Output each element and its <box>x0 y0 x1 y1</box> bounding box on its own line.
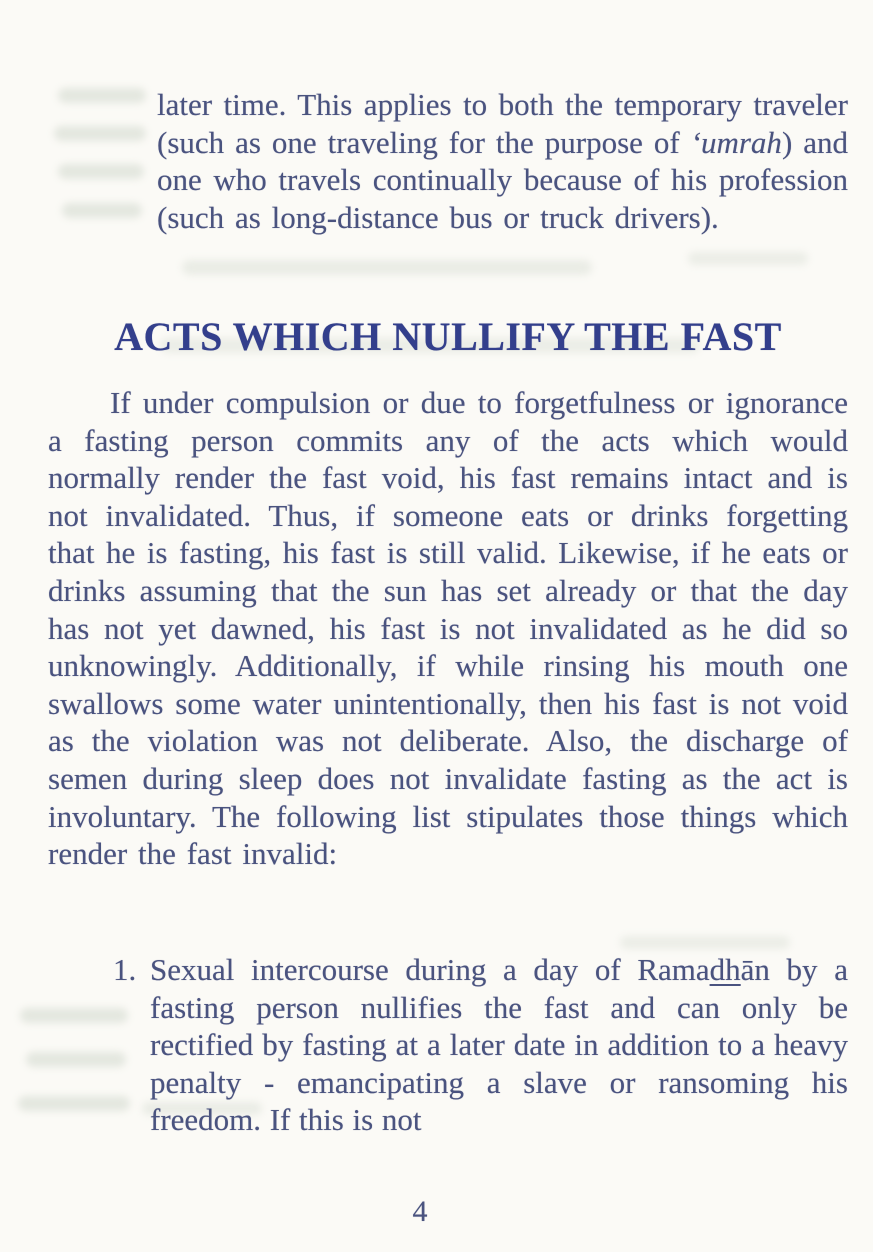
bleedthrough-ghost-text <box>58 88 146 103</box>
bleedthrough-ghost-text <box>54 126 146 141</box>
bleedthrough-ghost-text <box>620 936 790 949</box>
body-paragraph: If under compulsion or due to forgetfulness or ignorance a fasting person commits any of the acts which would normally render the fast void, his fast remains intact and is not invalidated. Thus, if someone eats or drinks forgetting that he is fasting, his fast is still valid. Likewise, if he eats or drinks assuming that the sun has set already or that the day has not yet dawned, his fast is not invalidated as he did so unknowingly. Additionally, if while rinsing his mouth one swallows some water unintentionally, then his fast is not void as the violation was not deliberate. Also, the discharge of semen during sleep does not invalidate fasting as the act is involuntary. The following list stipulates those things which render the fast invalid: <box>48 385 848 872</box>
page-number: 4 <box>412 1195 428 1228</box>
list-item-text-part: Sexual intercourse during a day of Rama <box>150 952 710 987</box>
section-heading: ACTS WHICH NULLIFY THE FAST <box>114 313 782 359</box>
bleedthrough-ghost-text <box>62 203 142 218</box>
bleedthrough-ghost-text <box>26 1052 126 1067</box>
bleedthrough-ghost-text <box>688 252 808 265</box>
bleedthrough-ghost-text <box>182 260 592 275</box>
list-item-text-part: ān by a fasting person nullifies the fast and can only be rectified by fasting at a later date in addition to a heavy penalty - emancipating a slave or ransoming his freedom. If this is not <box>150 952 848 1138</box>
italic-term-umrah: ‘umrah <box>690 124 782 160</box>
bleedthrough-ghost-text <box>20 1008 128 1023</box>
intro-paragraph-text-cont: ) and one who travels continually because of his profession (such as long-distance bus or truck drivers). <box>157 124 848 235</box>
list-item-text <box>150 951 848 1139</box>
intro-paragraph <box>157 86 848 236</box>
intro-paragraph-text: later time. This applies to both the temporary traveler (such as one traveling for the purpose of <box>157 87 848 160</box>
list-item-1 <box>113 951 848 1139</box>
underlined-dh: dh <box>709 952 741 987</box>
bleedthrough-ghost-text <box>58 164 144 179</box>
list-item-number: 1. <box>113 952 137 987</box>
